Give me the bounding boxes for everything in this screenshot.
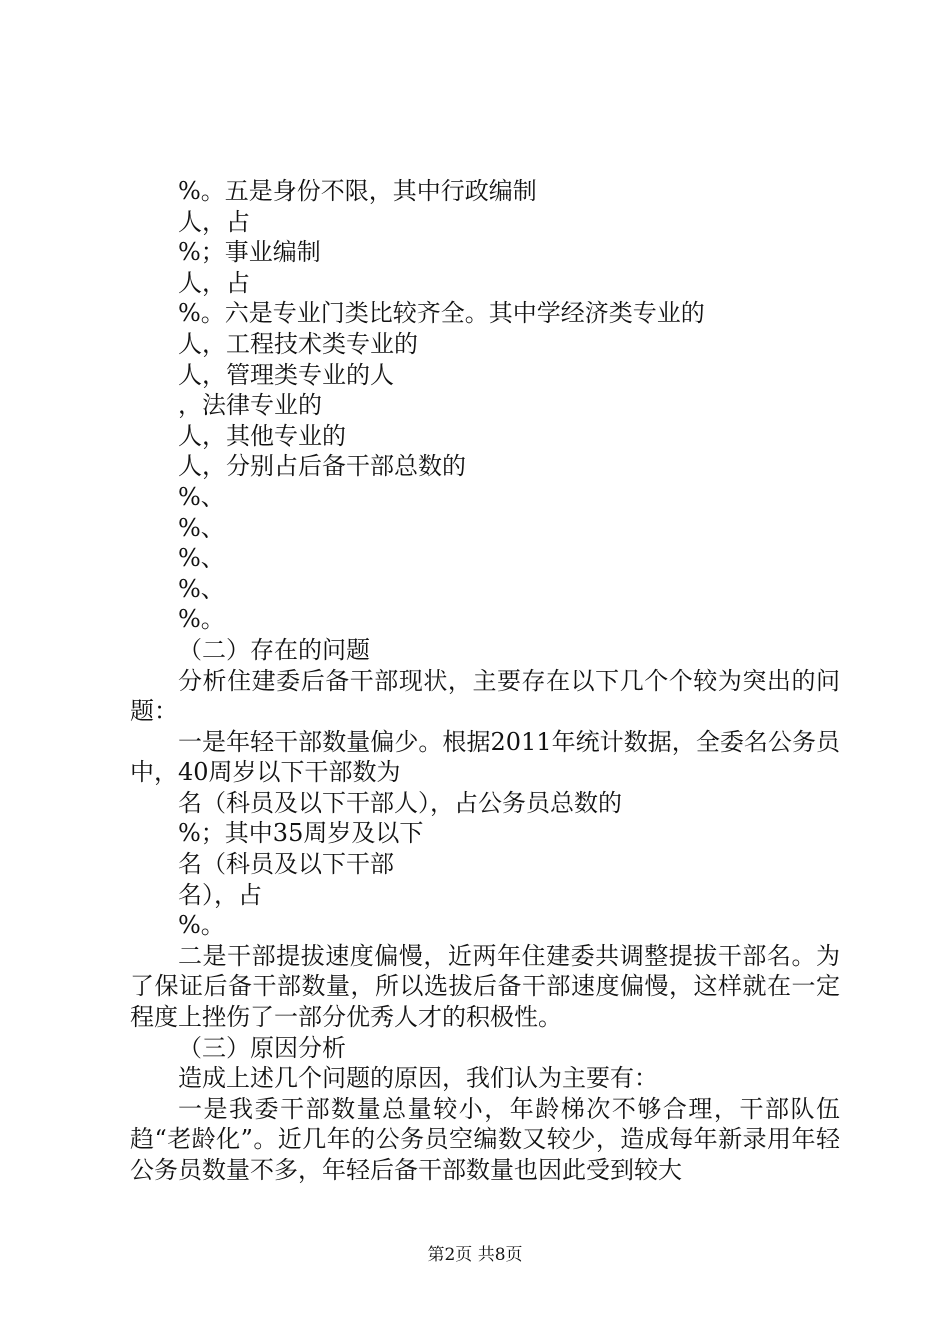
text-line: 人，其他专业的 [178, 421, 346, 450]
text-line: 人，工程技术类专业的 [178, 329, 418, 358]
text-line: ，法律专业的 [178, 391, 322, 420]
text-line: %、 [178, 544, 225, 573]
text-line: 名（科员及以下干部 [178, 850, 394, 879]
page-number: 第2页 共8页 [427, 1245, 523, 1265]
page-footer [0, 1244, 950, 1266]
text-line: %、 [178, 513, 225, 542]
text-line: 人，占 [178, 268, 250, 297]
paragraph: 二是干部提拔速度偏慢，近两年住建委共调整提拔干部名。为了保证后备干部数量，所以选拔后备干部速度偏慢，这样就在一定程度上挫伤了一部分优秀人才的积极性。 [130, 941, 840, 1032]
text-line: %。五是身份不限，其中行政编制 [178, 177, 537, 205]
text-line: 人，占 [178, 207, 250, 236]
section-heading: （二）存在的问题 [178, 635, 370, 664]
text-line: %。 [178, 605, 225, 634]
paragraph: 分析住建委后备干部现状，主要存在以下几个个较为突出的问题： [130, 666, 840, 726]
text-line: %。 [178, 911, 225, 940]
text-line: 名（科员及以下干部人），占公务员总数的 [178, 788, 622, 817]
text-line: 人，管理类专业的人 [178, 360, 394, 389]
text-line: %、 [178, 574, 225, 603]
text-line: 名），占 [178, 880, 262, 909]
text-line: %。六是专业门类比较齐全。其中学经济类专业的 [178, 299, 705, 328]
text-line: %；事业编制 [178, 238, 321, 267]
text-line: 人，分别占后备干部总数的 [178, 452, 466, 481]
paragraph: 一是年轻干部数量偏少。根据2011年统计数据，全委名公务员中，40周岁以下干部数为 [130, 727, 840, 787]
text-line: %；其中35周岁及以下 [178, 819, 424, 848]
section-heading: （三）原因分析 [178, 1033, 346, 1062]
text-line: 造成上述几个问题的原因，我们认为主要有： [178, 1064, 658, 1093]
document-body [130, 176, 840, 1186]
paragraph: 一是我委干部数量总量较小，年龄梯次不够合理，干部队伍趋“老龄化”。近几年的公务员空编数又较少，造成每年新录用年轻公务员数量不多，年轻后备干部数量也因此受到较大 [130, 1094, 840, 1184]
text-line: %、 [178, 482, 225, 511]
